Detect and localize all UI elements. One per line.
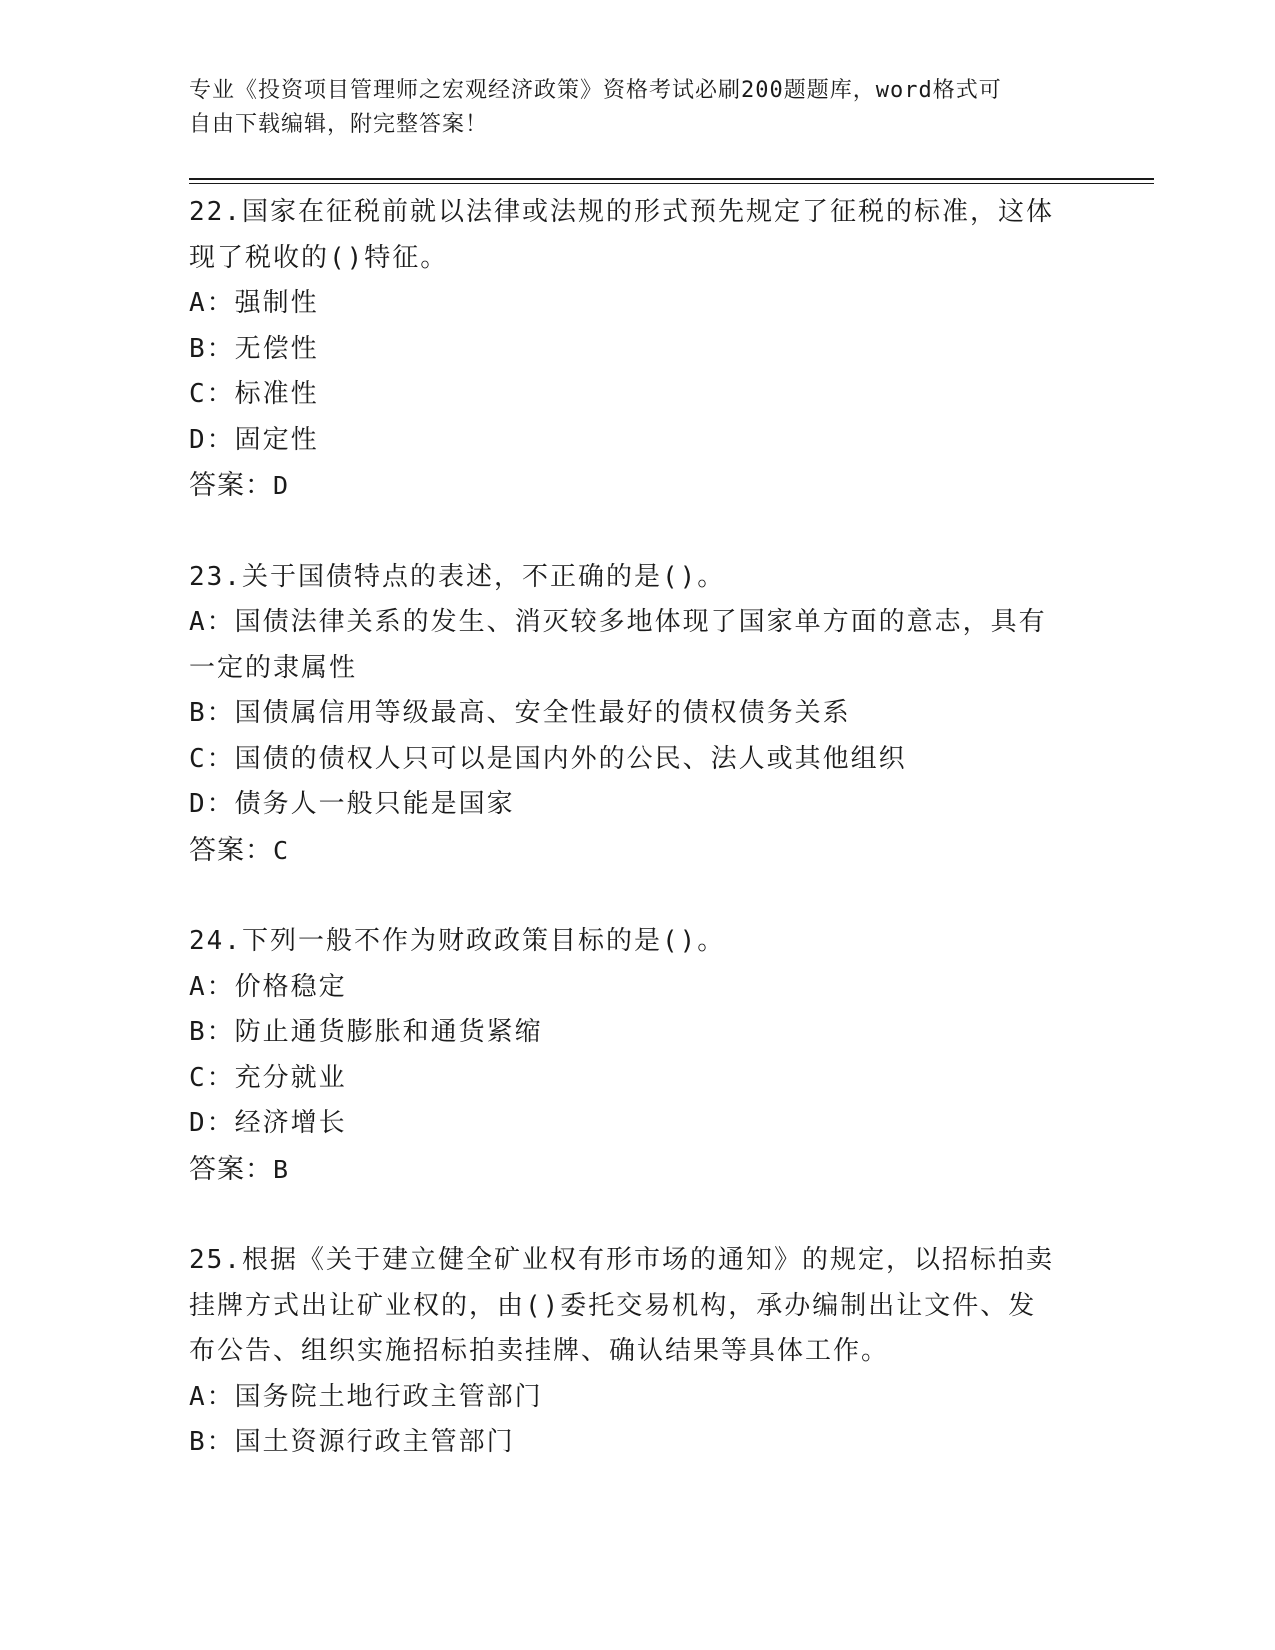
header-line-1: 专业《投资项目管理师之宏观经济政策》资格考试必刷200题题库，word格式可 xyxy=(189,78,1002,103)
option-a: A：国债法律关系的发生、消灭较多地体现了国家单方面的意志，具有 xyxy=(189,607,1047,637)
option-b: B：无偿性 xyxy=(189,333,319,364)
answer-line xyxy=(189,463,1079,509)
question-23 xyxy=(189,555,1079,874)
question-22 xyxy=(189,190,1079,509)
document-header xyxy=(189,74,1079,142)
option-a: A：国务院土地行政主管部门 xyxy=(189,1381,543,1412)
question-stem: 23.关于国债特点的表述，不正确的是()。 xyxy=(189,561,726,592)
option-d: D：固定性 xyxy=(189,424,319,455)
question-list xyxy=(189,190,1079,1512)
option-d: D：经济增长 xyxy=(189,1108,347,1138)
question-stem: 现了税收的()特征。 xyxy=(189,242,449,273)
option-b: B：防止通货膨胀和通货紧缩 xyxy=(189,1017,543,1047)
option-b: B：国土资源行政主管部门 xyxy=(189,1427,515,1457)
answer-value: D xyxy=(273,471,290,500)
option-b: B：国债属信用等级最高、安全性最好的债权债务关系 xyxy=(189,698,851,728)
option-c: C：国债的债权人只可以是国内外的公民、法人或其他组织 xyxy=(189,743,907,774)
answer-label: 答案： xyxy=(189,470,273,501)
option-a: A：强制性 xyxy=(189,288,319,318)
question-25 xyxy=(189,1238,1079,1466)
question-stem: 22.国家在征税前就以法律或法规的形式预先规定了征税的标准，这体 xyxy=(189,197,1054,227)
option-d: D：债务人一般只能是国家 xyxy=(189,789,515,819)
header-line-2: 自由下载编辑，附完整答案！ xyxy=(189,112,489,137)
option-a: A：价格稳定 xyxy=(189,971,347,1002)
answer-value: C xyxy=(273,835,290,865)
answer-line xyxy=(189,1147,1079,1193)
answer-label: 答案： xyxy=(189,834,273,866)
question-24 xyxy=(189,919,1079,1192)
question-stem: 24.下列一般不作为财政政策目标的是()。 xyxy=(189,926,726,956)
answer-line xyxy=(189,828,1079,874)
question-stem: 挂牌方式出让矿业权的，由()委托交易机构，承办编制出让文件、发 xyxy=(189,1290,1037,1321)
option-c: C：充分就业 xyxy=(189,1062,347,1093)
question-stem: 25.根据《关于建立健全矿业权有形市场的通知》的规定，以招标拍卖 xyxy=(189,1245,1054,1275)
header-divider-thick xyxy=(189,178,1154,180)
option-a-continued: 一定的隶属性 xyxy=(189,652,358,683)
answer-value: B xyxy=(273,1154,290,1184)
option-c: C：标准性 xyxy=(189,379,319,409)
header-divider-thin xyxy=(189,183,1154,184)
question-stem: 布公告、组织实施招标拍卖挂牌、确认结果等具体工作。 xyxy=(189,1336,890,1366)
answer-label: 答案： xyxy=(189,1153,273,1185)
